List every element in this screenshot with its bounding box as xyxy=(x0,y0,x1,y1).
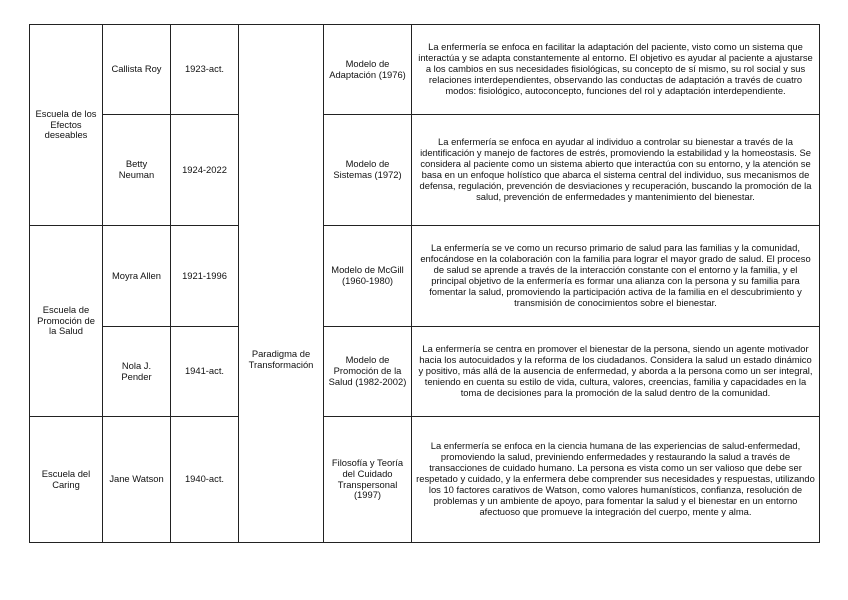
years-cell: 1921-1996 xyxy=(171,226,239,327)
school-cell: Escuela de los Efectos deseables xyxy=(30,25,103,226)
school-cell: Escuela del Caring xyxy=(30,417,103,543)
model-cell: Modelo de Sistemas (1972) xyxy=(324,115,412,226)
table-row xyxy=(30,417,820,543)
years-cell: 1941-act. xyxy=(171,327,239,417)
years-cell: 1940-act. xyxy=(171,417,239,543)
description-cell: La enfermería se enfoca en facilitar la adaptación del paciente, visto como un sistema que interactúa y se adapta constantemente al entorno. El objetivo es ayudar al paciente a ajustarse a los cambios en sus necesidades fisiológicas, su concepto de sí mismo, su rol social y sus relaciones interdependientes, observando las conductas de adaptación a través de cuatro modos: fisiológico, autoconcepto, funciones del rol y adaptación interdependiente. xyxy=(412,25,820,115)
author-cell: Nola J. Pender xyxy=(103,327,171,417)
years-cell: 1923-act. xyxy=(171,25,239,115)
model-cell: Filosofía y Teoría del Cuidado Transpersonal (1997) xyxy=(324,417,412,543)
description-cell: La enfermería se ve como un recurso primario de salud para las familias y la comunidad, enfocándose en la colaboración con la familia para lograr el mayor grado de salud. El proceso de salud se aprende a través de la interacción constante con el entorno y la familia, y el principal objetivo de la enfermería es formar una alianza con la persona y su familia para fomentar la salud, promoviendo la participación activa de la familia en el descubrimiento y transmisión de conocimientos sobre el bienestar. xyxy=(412,226,820,327)
table-row xyxy=(30,327,820,417)
author-cell: Moyra Allen xyxy=(103,226,171,327)
description-cell: La enfermería se enfoca en ayudar al individuo a controlar su bienestar a través de la identificación y manejo de factores de estrés, promoviendo la estabilidad y la homeostasis. Se considera al paciente como un sistema abierto que interactúa con su entorno, y la atención se basa en un enfoque holístico que abarca el sistema central del individuo, sus mecanismos de defensa, regulación, prevención de desviaciones y recuperación, buscando la promoción de la salud, prevención de enfermedades y mantenimiento del bienestar. xyxy=(412,115,820,226)
years-cell: 1924-2022 xyxy=(171,115,239,226)
table-row xyxy=(30,25,820,115)
table-row xyxy=(30,115,820,226)
model-cell: Modelo de McGill (1960-1980) xyxy=(324,226,412,327)
description-cell: La enfermería se enfoca en la ciencia humana de las experiencias de salud-enfermedad, promoviendo la salud, previniendo enfermedades y restaurando la salud a través de transacciones de cuidado humano. La persona es vista como un ser valioso que debe ser respetado y cuidado, y la enfermera debe comprender sus necesidades y respuestas, utilizando los 10 factores carativos de Watson, como valores humanísticos, confianza, resolución de problemas y un ambiente de apoyo, para fomentar la salud y el bienestar en un entorno afectuoso que promueve la integración del cuerpo, mente y alma. xyxy=(412,417,820,543)
paradigm-cell: Paradigma de Transformación xyxy=(239,25,324,543)
table-row xyxy=(30,226,820,327)
model-cell: Modelo de Promoción de la Salud (1982-2002) xyxy=(324,327,412,417)
model-cell: Modelo de Adaptación (1976) xyxy=(324,25,412,115)
nursing-theories-table xyxy=(29,24,820,543)
description-cell: La enfermería se centra en promover el bienestar de la persona, siendo un agente motivador hacia los autocuidados y la reforma de los ciudadanos. Considera la salud un estado dinámico y positivo, más allá de la ausencia de enfermedad, y aborda a la persona como un ser integral, teniendo en cuenta su estilo de vida, cultura, valores, creencias, familia y capacidades en la toma de decisiones para la promoción de la salud dentro de la comunidad. xyxy=(412,327,820,417)
author-cell: Callista Roy xyxy=(103,25,171,115)
author-cell: Jane Watson xyxy=(103,417,171,543)
school-cell: Escuela de Promoción de la Salud xyxy=(30,226,103,417)
author-cell: Betty Neuman xyxy=(103,115,171,226)
